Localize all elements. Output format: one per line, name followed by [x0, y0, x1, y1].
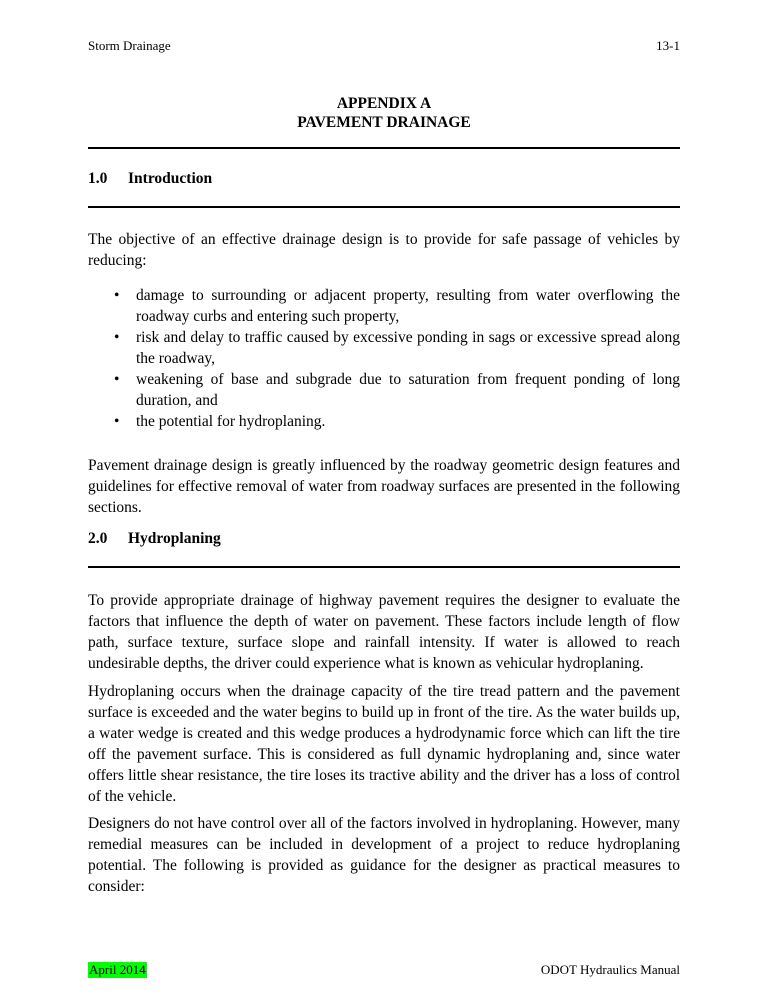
- section-2-paragraph: Designers do not have control over all of the factors involved in hydroplaning. However, many remedial measures can be included in development of a project to reduce hydroplaning potential. The following is provided as guidance for the designer as practical measures to consider:: [88, 815, 680, 895]
- page-number: 13-1: [656, 38, 680, 53]
- running-header-left: Storm Drainage: [88, 38, 171, 53]
- section-1-top-rule: [88, 147, 680, 149]
- list-item: • the potential for hydroplaning.: [114, 413, 326, 430]
- section-2-paragraph: Hydroplaning occurs when the drainage capacity of the tire tread pattern and the pavement surface is exceeded and the water begins to build up in front of the tire. As the water builds up, a water wedge is created and this wedge produces a hydrodynamic force which can lift the tire off the pavement surface. This is considered as full dynamic hydroplaning and, since water offers little shear resistance, the tire loses its tractive ability and the driver has a loss of control of the vehicle.: [88, 683, 680, 805]
- revision-date: April 2014: [89, 962, 146, 977]
- section-1-heading: [88, 170, 212, 188]
- section-1-number: 1.0: [88, 170, 108, 187]
- section-2-heading: [88, 530, 221, 548]
- list-item: • weakening of base and subgrade due to saturation from frequent ponding of long duration, and: [114, 371, 680, 409]
- appendix-title: APPENDIX A: [336, 95, 432, 112]
- section-1-bottom-rule: [88, 206, 680, 208]
- bullet-icon: •: [114, 287, 120, 304]
- section-2-title: Hydroplaning: [128, 530, 221, 547]
- section-1-title: Introduction: [128, 170, 213, 187]
- section-1-closing: Pavement drainage design is greatly influenced by the roadway geometric design features and guidelines for effective removal of water from roadway surfaces are presented in the following sections.: [88, 457, 680, 516]
- list-item: • risk and delay to traffic caused by excessive ponding in sags or excessive spread along the roadway,: [114, 329, 680, 367]
- section-2-rule: [88, 566, 680, 568]
- manual-name: ODOT Hydraulics Manual: [540, 962, 680, 977]
- section-1-intro: The objective of an effective drainage design is to provide for safe passage of vehicles by reducing:: [88, 231, 680, 269]
- bullet-icon: •: [114, 413, 120, 430]
- objective-list: [88, 285, 680, 432]
- bullet-icon: •: [114, 329, 120, 346]
- bullet-icon: •: [114, 371, 120, 388]
- list-item: • damage to surrounding or adjacent property, resulting from water overflowing the roadway curbs and entering such property,: [114, 287, 680, 325]
- section-2-number: 2.0: [88, 530, 108, 547]
- section-2-paragraph: To provide appropriate drainage of highway pavement requires the designer to evaluate the factors that influence the depth of water on pavement. These factors include length of flow path, surface texture, surface slope and rainfall intensity. If water is allowed to reach undesirable depths, the driver could experience what is known as vehicular hydroplaning.: [88, 592, 680, 672]
- appendix-subtitle: PAVEMENT DRAINAGE: [297, 114, 471, 131]
